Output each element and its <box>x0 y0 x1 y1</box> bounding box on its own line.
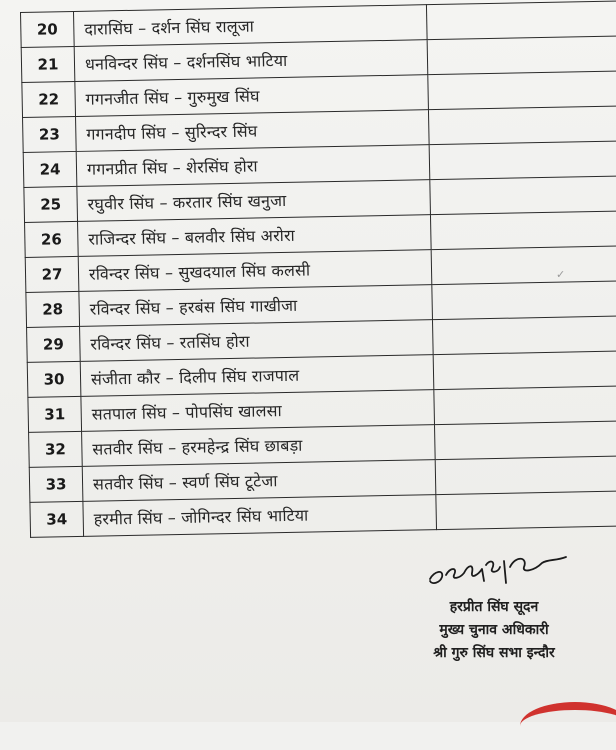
serial-number: 30 <box>27 361 81 397</box>
signature-cell <box>434 386 616 425</box>
serial-number: 24 <box>23 151 77 187</box>
handwritten-signature <box>424 545 574 593</box>
signature-cell <box>428 106 616 145</box>
signatory-organization: श्री गुरु सिंघ सभा इन्दौर <box>433 645 555 661</box>
serial-number: 29 <box>27 326 81 362</box>
serial-number: 25 <box>24 186 78 222</box>
member-name: राजिन्दर सिंघ – बलवीर सिंघ अरोरा <box>78 215 432 257</box>
signature-cell <box>430 211 616 250</box>
serial-number: 22 <box>22 81 76 117</box>
signature-cell <box>434 421 616 460</box>
member-name: गगनप्रीत सिंघ – शेरसिंघ होरा <box>76 145 430 187</box>
signature-cell <box>428 71 616 110</box>
member-name: गगनदीप सिंघ – सुरिन्दर सिंघ <box>76 110 430 152</box>
signature-cell <box>432 281 616 320</box>
stamp-edge <box>520 702 616 750</box>
member-name: सतवीर सिंघ – हरमहेन्द्र सिंघ छाबड़ा <box>82 425 436 467</box>
signatory-block <box>394 596 594 665</box>
signature-cell <box>429 141 616 180</box>
serial-number: 21 <box>21 46 75 82</box>
serial-number: 31 <box>28 396 82 432</box>
signature-cell <box>427 36 616 75</box>
serial-number: 34 <box>30 501 84 537</box>
serial-number: 23 <box>23 116 77 152</box>
signatory-designation: मुख्य चुनाव अधिकारी <box>439 622 549 638</box>
signature-cell <box>426 1 616 40</box>
signatory-name: हरप्रीत सिंघ सूदन <box>449 599 539 615</box>
signature-cell <box>435 456 616 495</box>
member-name: धनविन्दर सिंघ – दर्शनसिंघ भाटिया <box>74 40 428 82</box>
signature-cell <box>436 491 616 530</box>
member-name: रविन्दर सिंघ – हरबंस सिंघ गाखीजा <box>79 285 433 327</box>
member-name: सतवीर सिंघ – स्वर्ण सिंघ टूटेजा <box>82 460 436 502</box>
signature-cell <box>432 316 616 355</box>
serial-number: 28 <box>26 291 80 327</box>
table-body <box>21 1 616 537</box>
member-name: गगनजीत सिंघ – गुरुमुख सिंघ <box>75 75 429 117</box>
signature-cell <box>431 246 616 285</box>
scan-mark: ✓ <box>556 268 566 281</box>
member-list-table <box>20 1 616 608</box>
member-name: दारासिंघ – दर्शन सिंघ रालूजा <box>73 5 427 47</box>
signature-cell <box>430 176 616 215</box>
member-name: रघुवीर सिंघ – करतार सिंघ खनुजा <box>77 180 431 222</box>
serial-number: 27 <box>25 256 79 292</box>
serial-number: 32 <box>29 431 83 467</box>
serial-number: 26 <box>25 221 79 257</box>
member-name: संजीता कौर – दिलीप सिंघ राजपाल <box>80 355 434 397</box>
serial-number: 20 <box>21 11 75 47</box>
member-name: रविन्दर सिंघ – सुखदयाल सिंघ कलसी <box>78 250 432 292</box>
member-name: हरमीत सिंघ – जोगिन्दर सिंघ भाटिया <box>83 495 437 537</box>
table <box>20 0 616 537</box>
member-name: सतपाल सिंघ – पोपसिंघ खालसा <box>81 390 435 432</box>
serial-number: 33 <box>29 466 83 502</box>
member-name: रविन्दर सिंघ – रतसिंघ होरा <box>80 320 434 362</box>
signature-cell <box>433 351 616 390</box>
